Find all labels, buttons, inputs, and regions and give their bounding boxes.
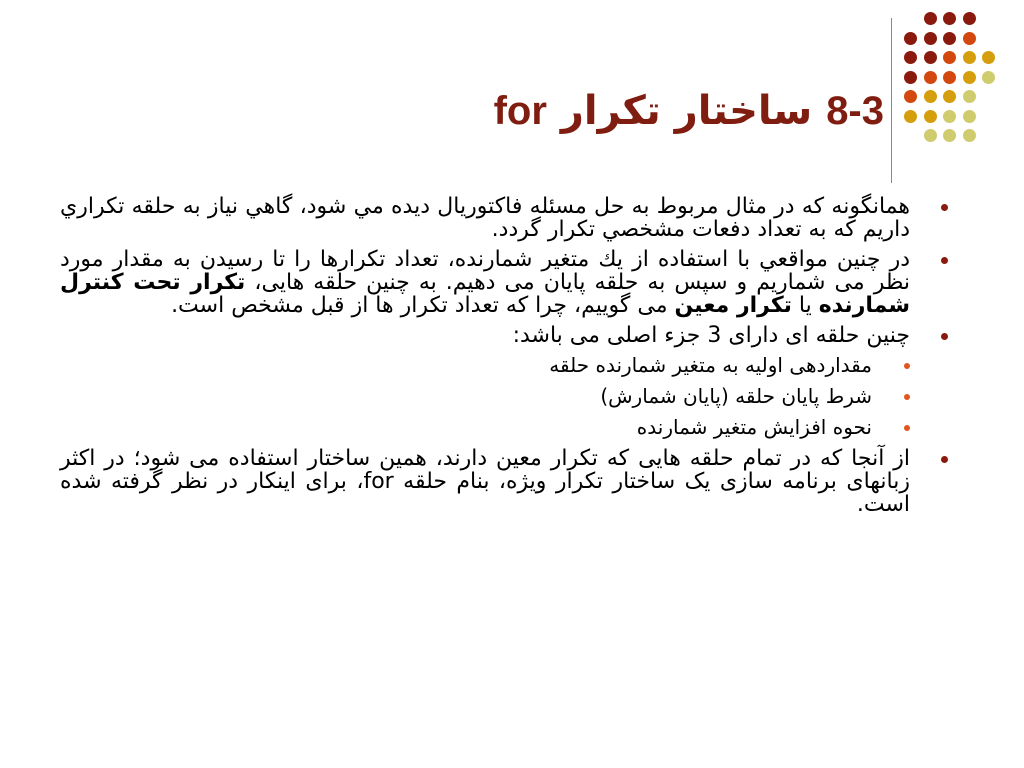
sub-bullet-item (60, 354, 940, 376)
text-segment: یا (791, 293, 819, 318)
decor-dot-dark (924, 12, 937, 25)
decor-dot-dark (963, 12, 976, 25)
text-segment: می گوییم، چرا که تعداد تکرار ها از قبل مشخص است. (171, 293, 675, 318)
decor-dot-dark (904, 32, 917, 45)
slide-content (60, 195, 940, 523)
text-segment: نحوه افزایش متغیر شمارنده (636, 415, 872, 439)
bullet-dot-icon (941, 204, 948, 211)
decor-dot-orange (963, 32, 976, 45)
slide-title (184, 88, 884, 134)
sub-bullet-dot-icon (904, 363, 910, 369)
decor-dot-gold (924, 110, 937, 123)
decor-dot-dark (924, 51, 937, 64)
bullet-dot-icon (941, 333, 948, 340)
title-divider-line (891, 18, 892, 183)
bullet-item (60, 447, 940, 516)
decor-dot-olive (982, 71, 995, 84)
bullet-dot-icon (941, 456, 948, 463)
decor-dot-olive (943, 129, 956, 142)
bullet-item (60, 324, 940, 347)
sub-bullet-item (60, 416, 940, 438)
bullet-item (60, 195, 940, 241)
bold-text-segment: تکرار معین (674, 293, 792, 318)
decor-dot-orange (943, 71, 956, 84)
bullet-dot-icon (941, 257, 948, 264)
text-segment: در چنین مواقعي با استفاده از يك متغیر شمارنده، تعداد تکرارها را تا رسیدن به مقدار مورد نظر می شماریم و سپس به حلقه پایان می دهیم. به چنین حلقه هایی، (60, 247, 910, 295)
decor-dot-dark (924, 32, 937, 45)
decor-dot-gold (963, 71, 976, 84)
sub-bullet-dot-icon (904, 394, 910, 400)
decor-dot-gold (963, 51, 976, 64)
decor-dot-olive (924, 129, 937, 142)
title-text: ساختار تکرار (560, 88, 813, 134)
decor-dot-olive (963, 110, 976, 123)
title-number: 8-3 (826, 89, 884, 133)
decor-dot-olive (963, 90, 976, 103)
decor-dot-olive (943, 110, 956, 123)
text-segment: از آنجا که در تمام حلقه هایی که تکرار معین دارند، همین ساختار استفاده می شود؛ در اکثر زبانهای برنامه سازی یک ساختار تکرار ویژه، بنام حلقه for، برای اینکار در نظر گرفته شده است. (60, 446, 910, 517)
decor-dot-dark (943, 12, 956, 25)
sub-bullet-item (60, 385, 940, 407)
decor-dot-gold (924, 90, 937, 103)
decor-dot-orange (943, 51, 956, 64)
sub-bullet-dot-icon (904, 425, 910, 431)
decor-dot-gold (943, 90, 956, 103)
bullet-item (60, 248, 940, 317)
text-segment: شرط پایان حلقه (پایان شمارش) (600, 384, 872, 408)
text-segment: مقداردهی اولیه به متغیر شمارنده حلقه (549, 353, 872, 377)
decor-dot-dark (904, 71, 917, 84)
decorative-dot-pattern (904, 12, 1019, 172)
decor-dot-orange (924, 71, 937, 84)
text-segment: همانگونه که در مثال مربوط به حل مسئله فاکتوریال دیده مي شود، گاهي نیاز به حلقه تکراري داریم که به تعداد دفعات مشخصي تکرار گردد. (60, 194, 910, 242)
decor-dot-gold (904, 110, 917, 123)
decor-dot-dark (904, 51, 917, 64)
decor-dot-orange (904, 90, 917, 103)
decor-dot-gold (982, 51, 995, 64)
bold-text-segment: تکرار تحت کنترل شمارنده (60, 270, 910, 318)
decor-dot-dark (943, 32, 956, 45)
decor-dot-olive (963, 129, 976, 142)
text-segment: چنین حلقه ای دارای 3 جزء اصلی می باشد: (512, 323, 910, 348)
title-keyword: for (493, 89, 547, 133)
